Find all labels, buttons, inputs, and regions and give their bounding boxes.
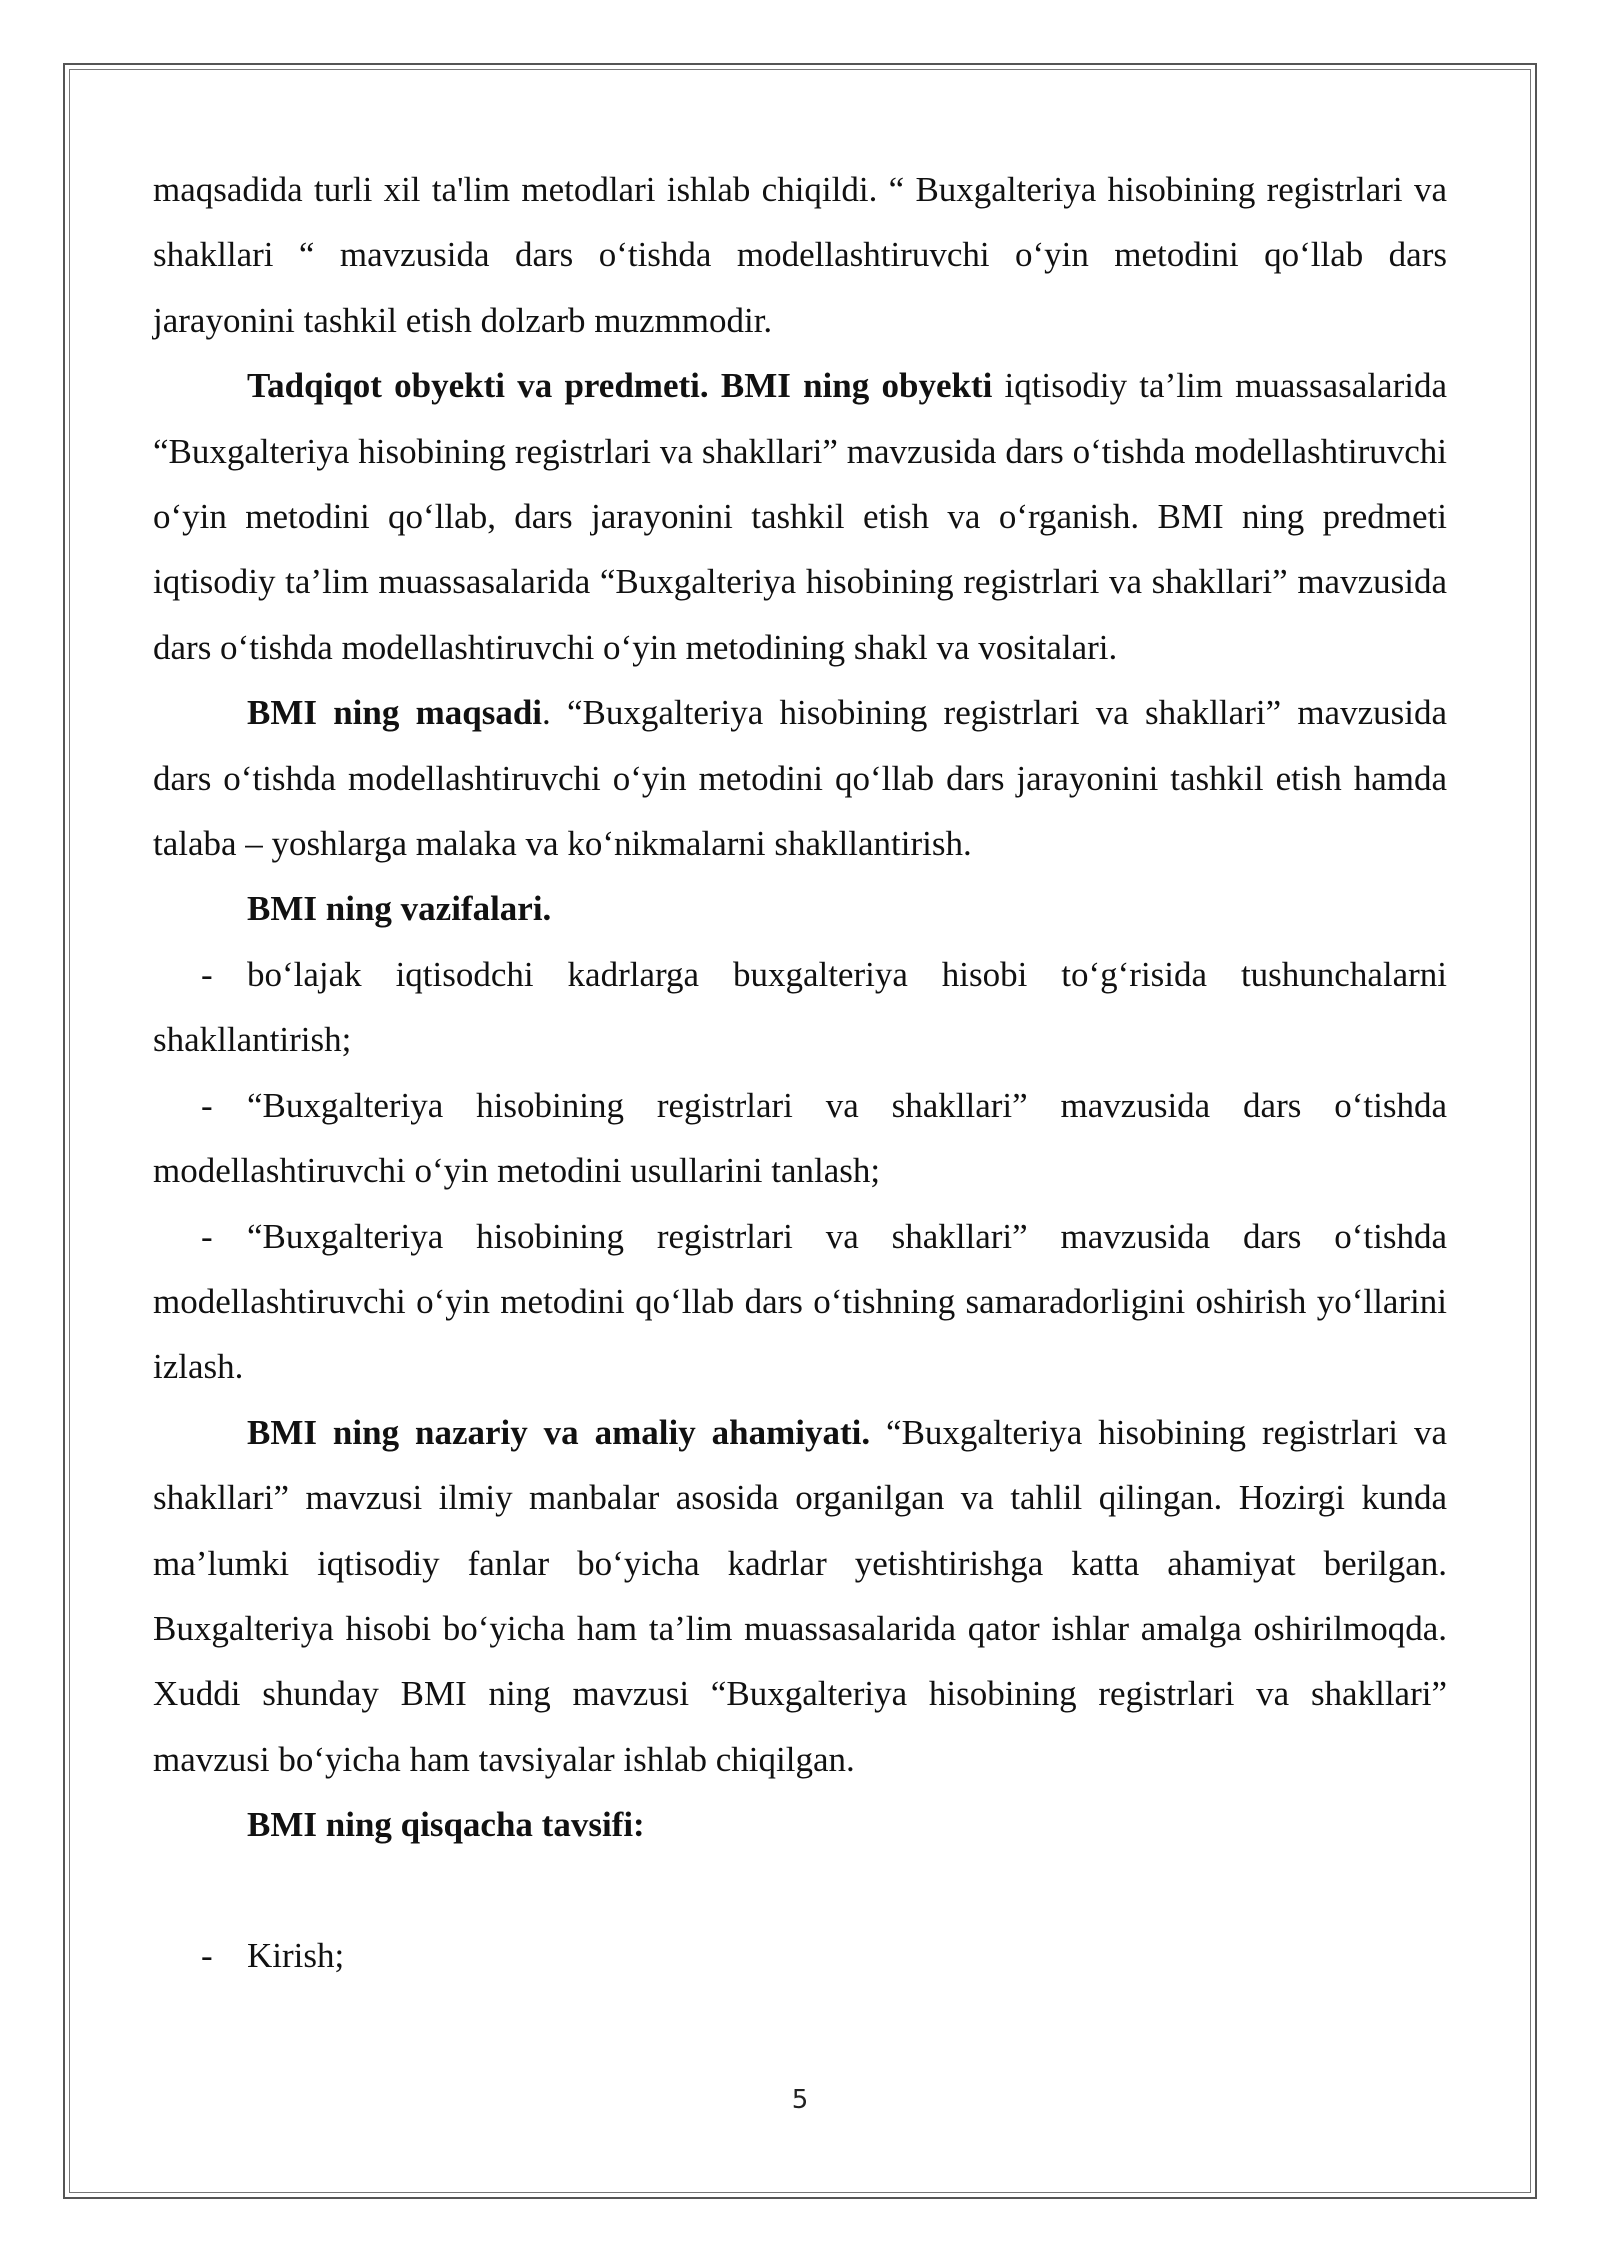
bullet-dash: - bbox=[201, 1216, 213, 1256]
task-item-2 bbox=[153, 1073, 1447, 1204]
paragraph-tasks-heading bbox=[153, 876, 1447, 941]
task-item-3 bbox=[153, 1204, 1447, 1400]
task-item-2-text: “Buxgalteriya hisobining registrlari va shakllari” mavzusida dars o‘tishda modellashtiruvchi o‘yin metodini usullarini tanlash; bbox=[153, 1085, 1447, 1191]
paragraph-significance bbox=[153, 1400, 1447, 1792]
heading-research-object: Tadqiqot obyekti va predmeti. BMI ning obyekti bbox=[247, 366, 993, 406]
bullet-dash: - bbox=[201, 1085, 213, 1125]
page-number: 5 bbox=[791, 2085, 809, 2115]
paragraph-intro: maqsadida turli xil ta'lim metodlari ishlab chiqildi. “ Buxgalteriya hisobining registrlari va shakllari “ mavzusida dars o‘tishda modellashtiruvchi o‘yin metodini qo‘llab dars jarayonini tashkil etish dolzarb muzmmodir. bbox=[153, 170, 1447, 340]
task-item-1 bbox=[153, 942, 1447, 1073]
blank-line bbox=[153, 1858, 1447, 1923]
research-object-text: iqtisodiy ta’lim muassasalarida “Buxgalteriya hisobining registrlari va shakllari” mavzusida dars o‘tishda modellashtiruvchi o‘yin metodini qo‘llab, dars jarayonini tashkil etish va o‘rganish. BMI ning predmeti iqtisodiy ta’lim muassasalarida “Buxgalteriya hisobining registrlari va shakllari” mavzusida dars o‘tishda modellashtiruvchi o‘yin metodining shakl va vositalari. bbox=[153, 366, 1447, 667]
summary-item-1-text: Kirish; bbox=[247, 1935, 345, 1975]
paragraph-summary-heading bbox=[153, 1792, 1447, 1857]
heading-tasks: BMI ning vazifalari. bbox=[247, 889, 552, 929]
summary-item-1 bbox=[153, 1923, 1447, 1988]
goal-text: . “Buxgalteriya hisobining registrlari va shakllari” mavzusida dars o‘tishda modellashtiruvchi o‘yin metodini qo‘llab dars jarayonini tashkil etish hamda talaba – yoshlarga malaka va ko‘nikmalarni shakllantirish. bbox=[153, 693, 1447, 864]
heading-significance: BMI ning nazariy va amaliy ahamiyati. bbox=[247, 1412, 871, 1452]
task-item-3-text: “Buxgalteriya hisobining registrlari va shakllari” mavzusida dars o‘tishda modellashtiruvchi o‘yin metodini qo‘llab dars o‘tishning samaradorligini oshirish yo‘llarini izlash. bbox=[153, 1216, 1447, 1387]
paragraph-research-object bbox=[153, 353, 1447, 680]
paragraph-goal bbox=[153, 680, 1447, 876]
heading-goal: BMI ning maqsadi bbox=[247, 693, 543, 733]
document-body bbox=[153, 157, 1447, 1988]
task-item-1-text: bo‘lajak iqtisodchi kadrlarga buxgalteriya hisobi to‘g‘risida tushunchalarni shakllantirish; bbox=[153, 954, 1447, 1060]
bullet-dash: - bbox=[201, 1935, 213, 1975]
significance-text: “Buxgalteriya hisobining registrlari va shakllari” mavzusi ilmiy manbalar asosida organilgan va tahlil qilingan. Hozirgi kunda ma’lumki iqtisodiy fanlar bo‘yicha kadrlar yetishtirishga katta ahamiyat berilgan. Buxgalteriya hisobi bo‘yicha ham ta’lim muassasalarida qator ishlar amalga oshirilmoqda. Xuddi shunday BMI ning mavzusi “Buxgalteriya hisobining registrlari va shakllari” mavzusi bo‘yicha ham tavsiyalar ishlab chiqilgan. bbox=[153, 1412, 1447, 1779]
heading-summary: BMI ning qisqacha tavsifi: bbox=[247, 1805, 645, 1845]
bullet-dash: - bbox=[201, 954, 213, 994]
